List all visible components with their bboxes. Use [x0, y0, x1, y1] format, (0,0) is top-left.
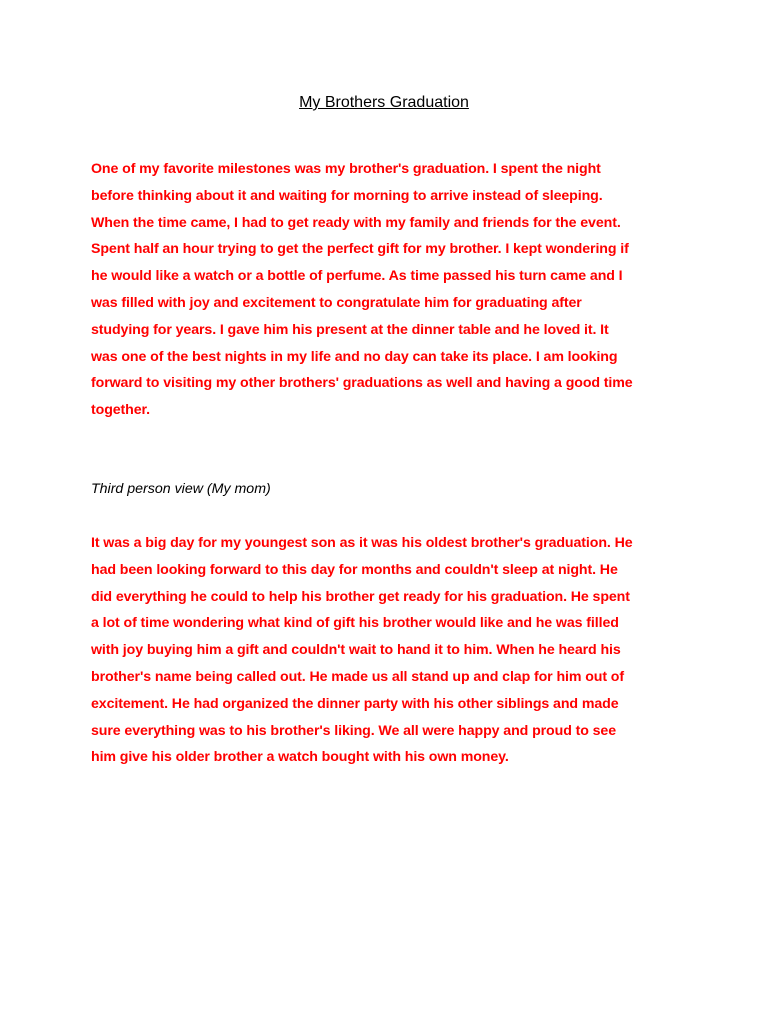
paragraph-line: with joy buying him a gift and couldn't wait to hand it to him. When he heard his	[91, 642, 621, 659]
section-subheading: Third person view (My mom)	[91, 481, 271, 497]
paragraph-line: he would like a watch or a bottle of perfume. As time passed his turn came and I	[91, 268, 623, 285]
paragraph-line: Spent half an hour trying to get the perfect gift for my brother. I kept wondering if	[91, 241, 629, 258]
paragraph-line: forward to visiting my other brothers' graduations as well and having a good time	[91, 375, 633, 392]
paragraph-line: a lot of time wondering what kind of gift his brother would like and he was filled	[91, 615, 619, 632]
document-title: My Brothers Graduation	[299, 94, 469, 111]
paragraph-line: before thinking about it and waiting for morning to arrive instead of sleeping.	[91, 187, 603, 204]
paragraph-line: One of my favorite milestones was my brother's graduation. I spent the night	[91, 161, 601, 177]
paragraph-line: was one of the best nights in my life and no day can take its place. I am looking	[91, 348, 618, 365]
third-person-paragraph	[91, 530, 691, 771]
paragraph-line: together.	[91, 402, 151, 419]
paragraph-line: did everything he could to help his brother get ready for his graduation. He spent	[91, 588, 630, 605]
first-person-paragraph	[91, 156, 691, 424]
paragraph-line: When the time came, I had to get ready with my family and friends for the event.	[91, 214, 621, 231]
paragraph-line: sure everything was to his brother's liking. We all were happy and proud to see	[91, 722, 617, 739]
paragraph-line: excitement. He had organized the dinner party with his other siblings and made	[91, 695, 619, 712]
paragraph-line: had been looking forward to this day for months and couldn't sleep at night. He	[91, 561, 618, 578]
paragraph-line: brother's name being called out. He made us all stand up and clap for him out of	[91, 668, 624, 685]
paragraph-line: was filled with joy and excitement to congratulate him for graduating after	[91, 294, 582, 311]
paragraph-line: It was a big day for my youngest son as it was his oldest brother's graduation. He	[91, 535, 633, 551]
paragraph-line: him give his older brother a watch bought with his own money.	[91, 749, 509, 766]
paragraph-line: studying for years. I gave him his present at the dinner table and he loved it. It	[91, 321, 609, 338]
